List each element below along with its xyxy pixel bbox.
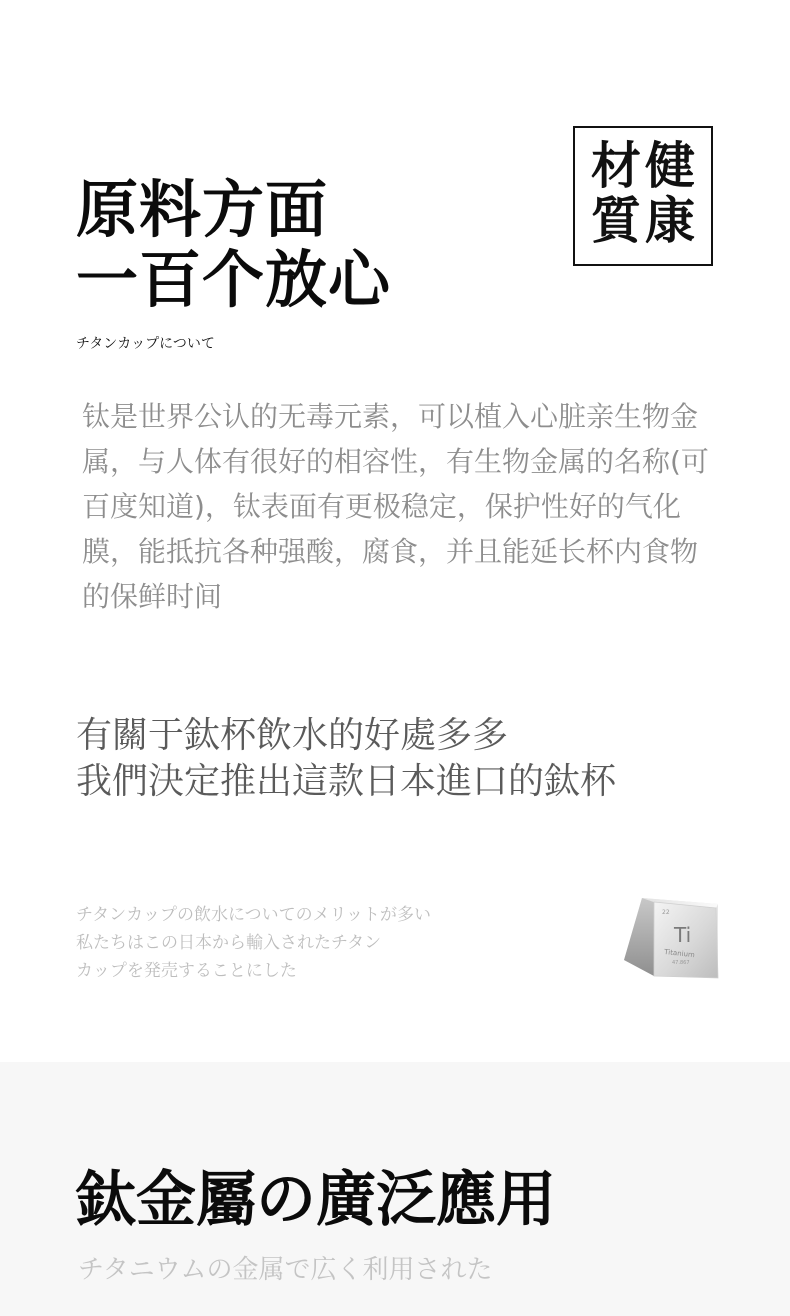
stamp-box <box>573 126 713 266</box>
section-subtitle: チタンカップについて <box>76 336 215 352</box>
japanese-line-3: カップを発売することにした <box>76 961 297 981</box>
title-line-1: 原料方面 <box>76 173 329 246</box>
benefit-line-1: 有關于鈦杯飲水的好處多多 <box>76 715 509 756</box>
cube-number: 22 <box>662 909 670 916</box>
intro-paragraph: 钛是世界公认的无毒元素，可以植入心脏亲生物金属，与人体有很好的相容性，有生物金属的名称(可百度知道)，钛表面有更极稳定，保护性好的气化膜，能抵抗各种强酸，腐食，并且能延长杯内食物的保鲜时间 <box>82 400 709 613</box>
applications-title: 鈦金屬の廣泛應用 <box>76 1165 556 1235</box>
stamp-char: 健 <box>645 137 695 195</box>
cube-name: Titanium <box>663 948 696 960</box>
stamp-char: 材 <box>591 137 641 195</box>
cube-symbol: Ti <box>674 923 692 947</box>
japanese-line-1: チタンカップの飲水についてのメリットが多い <box>76 905 431 925</box>
cube-mass: 47.867 <box>672 960 690 966</box>
titanium-cube-image <box>620 890 724 986</box>
applications-subtitle: チタニウムの金属で広く利用された <box>78 1255 493 1285</box>
japanese-caption <box>76 901 431 985</box>
stamp-char: 康 <box>645 192 695 250</box>
benefit-line-2: 我們決定推出這款日本進口的鈦杯 <box>76 761 617 802</box>
japanese-line-2: 私たちはこの日本から輸入されたチタン <box>76 933 382 953</box>
title-line-2: 一百个放心 <box>76 243 392 316</box>
stamp-char: 質 <box>591 192 641 250</box>
benefit-heading <box>76 713 616 805</box>
page-title <box>76 175 391 315</box>
